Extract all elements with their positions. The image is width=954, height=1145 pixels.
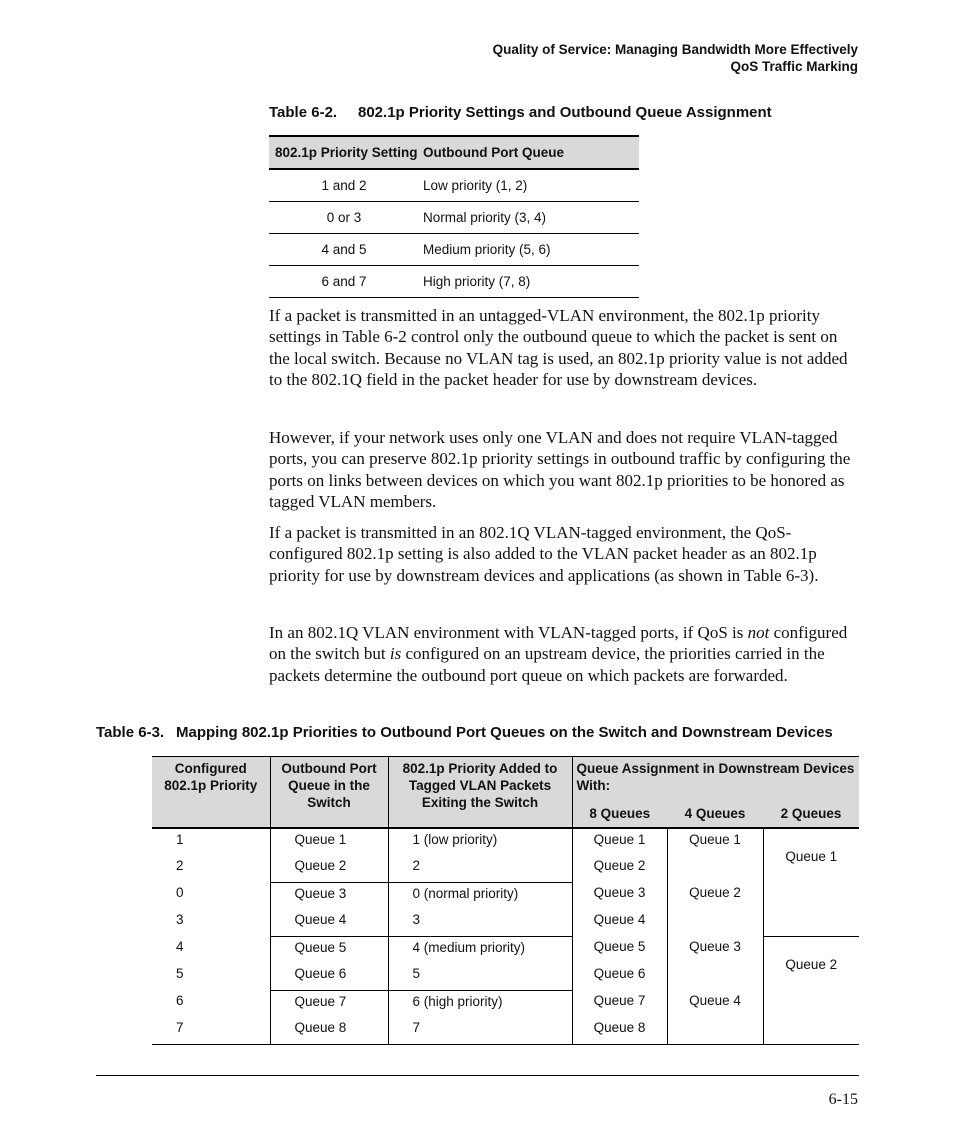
column-header-outbound-queue: Outbound Port Queue in the Switch xyxy=(270,757,388,828)
cell-priority-added: 3 xyxy=(388,909,572,936)
column-header-outbound-queue: Outbound Port Queue xyxy=(419,136,639,169)
column-header-4-queues: 4 Queues xyxy=(667,802,763,828)
cell-outbound-queue: Medium priority (5, 6) xyxy=(419,234,639,266)
table-row xyxy=(269,234,639,266)
cell-priority-setting: 1 and 2 xyxy=(269,169,419,202)
cell-configured-priority: 5 xyxy=(176,966,184,981)
cell-configured-priority: 7 xyxy=(152,1017,270,1044)
table-6-3-title: Mapping 802.1p Priorities to Outbound Port Queues on the Switch and Downstream Devices xyxy=(176,724,833,741)
cell-priority-added: 6 (high priority) xyxy=(388,990,572,1017)
cell-priority-added: 5 xyxy=(388,963,572,990)
running-header xyxy=(493,41,858,75)
cell-8-queues: Queue 6 xyxy=(572,963,667,990)
column-header-configured-priority: Configured 802.1p Priority xyxy=(152,757,270,828)
cell-priority-added: 0 (normal priority) xyxy=(388,882,572,909)
table-6-2-caption xyxy=(269,104,772,121)
cell-8-queues: Queue 5 xyxy=(572,936,667,963)
cell-priority-added: 7 xyxy=(388,1017,572,1044)
cell-8-queues: Queue 1 xyxy=(572,828,667,856)
cell-priority-setting: 0 or 3 xyxy=(269,202,419,234)
column-header-8-queues: 8 Queues xyxy=(572,802,667,828)
cell-outbound-queue: Queue 3 xyxy=(270,882,388,909)
cell-configured-priority: 4 xyxy=(176,939,184,954)
table-6-3 xyxy=(152,756,859,1045)
cell-outbound-queue: Normal priority (3, 4) xyxy=(419,202,639,234)
cell-8-queues: Queue 2 xyxy=(572,855,667,882)
table-6-2 xyxy=(269,135,639,298)
cell-configured-priority: 3 xyxy=(176,912,184,927)
table-6-2-title: 802.1p Priority Settings and Outbound Queue Assignment xyxy=(358,104,772,121)
column-header-priority-added: 802.1p Priority Added to Tagged VLAN Packets Exiting the Switch xyxy=(388,757,572,828)
paragraph-tagged-vlan: If a packet is transmitted in an 802.1Q VLAN-tagged environment, the QoS-configured 802.1p setting is also added to the VLAN packet header as an 802.1p priority for use by downstream devices and applications (as shown in Table 6-3). xyxy=(269,523,819,585)
emphasis-not: not xyxy=(747,623,770,642)
cell-4-queues: Queue 3 xyxy=(667,936,763,990)
cell-4-queues: Queue 4 xyxy=(667,990,763,1044)
table-6-3-number: Table 6-3. xyxy=(96,724,165,741)
table-header-row xyxy=(152,757,859,802)
footer-divider xyxy=(96,1075,859,1076)
cell-priority-setting: 6 and 7 xyxy=(269,266,419,298)
table-row xyxy=(152,882,859,909)
cell-8-queues: Queue 8 xyxy=(572,1017,667,1044)
table-6-2-number: Table 6-2. xyxy=(269,104,338,121)
cell-configured-priority: 2 xyxy=(176,858,184,873)
running-header-chapter: Quality of Service: Managing Bandwidth More Effectively xyxy=(492,42,858,57)
column-header-downstream-assignment: Queue Assignment in Downstream Devices With: xyxy=(572,757,859,802)
cell-8-queues: Queue 3 xyxy=(572,882,667,909)
cell-configured-priority: 6 xyxy=(176,993,184,1008)
cell-configured-priority: 0 xyxy=(176,885,184,900)
paragraph-untagged-vlan: If a packet is transmitted in an untagged-VLAN environment, the 802.1p priority settings in Table 6-2 control only the outbound queue to which the packet is sent on the local switch. Because no VLAN tag is used, an 802.1p priority value is not added to the 802.1Q field in the packet header for use by downstream devices. xyxy=(269,306,848,389)
running-header-section: QoS Traffic Marking xyxy=(730,59,858,74)
paragraph-text: In an 802.1Q VLAN environment with VLAN-tagged ports, if QoS is xyxy=(269,623,748,642)
cell-outbound-queue: Queue 5 xyxy=(270,936,388,963)
cell-priority-setting: 4 and 5 xyxy=(269,234,419,266)
paragraph-upstream-qos xyxy=(269,622,859,686)
cell-configured-priority: 1 xyxy=(176,831,184,847)
cell-priority-added: 1 (low priority) xyxy=(388,828,572,856)
cell-4-queues: Queue 1 xyxy=(667,828,763,883)
cell-8-queues: Queue 7 xyxy=(572,990,667,1017)
emphasis-is: is xyxy=(389,644,402,664)
table-row xyxy=(269,266,639,298)
table-row xyxy=(152,936,859,963)
page-number: 6-15 xyxy=(828,1091,858,1108)
table-row xyxy=(152,990,859,1017)
cell-4-queues: Queue 2 xyxy=(667,882,763,936)
cell-2-queues: Queue 1 xyxy=(763,828,859,937)
column-header-priority-setting: 802.1p Priority Setting xyxy=(269,136,419,169)
cell-outbound-queue: Queue 4 xyxy=(270,909,388,936)
cell-outbound-queue: Queue 1 xyxy=(270,828,388,856)
column-header-2-queues: 2 Queues xyxy=(763,802,859,828)
cell-priority-added: 4 (medium priority) xyxy=(388,936,572,963)
table-header-row xyxy=(269,136,639,169)
paragraph-text: configured on an upstream device, the priorities carried in the packets determine the outbound port queue on which packets are forwarded. xyxy=(269,644,825,685)
paragraph-text: configured on the switch but xyxy=(269,623,848,664)
cell-2-queues: Queue 2 xyxy=(763,936,859,1044)
cell-outbound-queue: Low priority (1, 2) xyxy=(419,169,639,202)
table-6-3-caption xyxy=(96,724,833,741)
cell-outbound-queue: Queue 2 xyxy=(270,855,388,882)
table-row xyxy=(152,828,859,856)
cell-outbound-queue: Queue 7 xyxy=(270,990,388,1017)
paragraph-single-vlan: However, if your network uses only one VLAN and does not require VLAN-tagged ports, you can preserve 802.1p priority settings in outbound traffic by configuring the ports on links between devices on which you want 802.1p priorities to be honored as tagged VLAN members. xyxy=(269,428,851,511)
table-row xyxy=(269,169,639,202)
cell-8-queues: Queue 4 xyxy=(572,909,667,936)
cell-priority-added: 2 xyxy=(388,855,572,882)
cell-outbound-queue: Queue 6 xyxy=(270,963,388,990)
table-row xyxy=(269,202,639,234)
cell-outbound-queue: High priority (7, 8) xyxy=(419,266,639,298)
cell-outbound-queue: Queue 8 xyxy=(270,1017,388,1044)
